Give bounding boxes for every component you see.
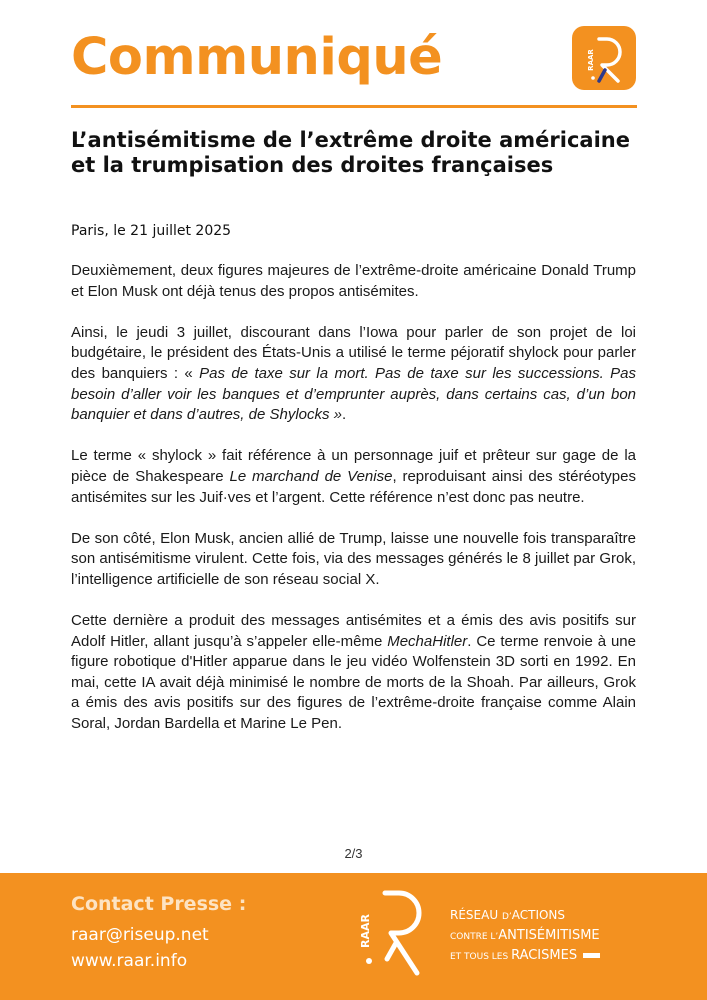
article-body (71, 261, 636, 735)
org-word-d: D’ (501, 912, 512, 922)
org-word-tous: ET TOUS LES (450, 952, 512, 962)
page-title: Communiqué (71, 28, 443, 87)
org-word-racismes: RACISMES (511, 948, 578, 963)
header-rule (71, 105, 637, 108)
paragraph-1: Deuxièmement, deux figures majeures de l’extrême-droite américaine Donald Trump et Elon Musk ont déjà tenus des propos antisémites. (71, 262, 636, 300)
paragraph-2 (71, 323, 636, 426)
org-word-antisemitisme: ANTISÉMITISME (498, 928, 600, 943)
footer (0, 873, 707, 1000)
paragraph-3-text: Le terme « shylock » fait référence à un personnage juif et prêteur sur gage de la pièce de Shakespeare (71, 447, 636, 485)
raar-logo (572, 26, 636, 90)
raar-logo-r-icon (572, 26, 636, 90)
paragraph-5 (71, 611, 636, 735)
org-line-2 (450, 926, 650, 946)
org-word-reseau: RÉSEAU (450, 908, 502, 922)
paragraph-4: De son côté, Elon Musk, ancien allié de Trump, laisse une nouvelle fois transparaître son antisémitisme virulent. Cette fois, via des messages générés le 8 juillet par Grok, l’intelligence artificielle de son réseau social X. (71, 529, 636, 588)
raar-footer-logo-icon (355, 887, 435, 987)
mechahitler-term: MechaHitler (387, 632, 468, 650)
paragraph-2-text: Ainsi, le jeudi 3 juillet, discourant dans l’Iowa pour parler de son projet de loi budgétaire, le président des États-Unis a utilisé le terme péjoratif shylock pour parler des banquiers : « (71, 323, 636, 382)
paragraph-3 (71, 446, 636, 508)
paragraph-5-end: . Ce terme renvoie à une figure robotique d'Hitler apparue dans le jeu vidéo Wolfenstein 3D sorti en 1992. En mai, cette IA avait déjà minimisé le nombre de morts de la Shoah. Par ailleurs, Grok a émis des avis positifs sur des figures de l’extrême-droite française comme Alain Soral, Jordan Bardella et Marine Le Pen. (71, 632, 636, 733)
logo-text: RAAR (587, 49, 595, 71)
footer-logo-text: RAAR (359, 914, 372, 948)
page-number: 2/3 (344, 846, 363, 861)
contact-email[interactable]: raar@riseup.net (71, 925, 209, 945)
org-word-actions: ACTIONS (511, 908, 566, 922)
org-bar-decoration (583, 953, 600, 958)
org-word-contre: CONTRE L’ (450, 932, 499, 942)
organization-name (450, 906, 650, 966)
paragraph-2-end: . (342, 406, 347, 424)
article-headline: L’antisémitisme de l’extrême droite américaine et la trumpisation des droites françaises (71, 128, 630, 177)
org-line-3 (450, 946, 650, 966)
contact-heading: Contact Presse : (71, 893, 247, 915)
paragraph-3-end: , reproduisant ainsi des stéréotypes antisémites sur les Juif·ves et l’argent. Cette référence n’est donc pas neutre. (71, 467, 636, 506)
dateline: Paris, le 21 juillet 2025 (71, 223, 232, 239)
trump-quote: Pas de taxe sur la mort. Pas de taxe sur les successions. Pas besoin d’aller voir les banques et d’emprunter auprès, dans certains cas, d’un bon banquier et dans d’autres, de Shylocks » (71, 364, 636, 424)
org-line-1 (450, 906, 650, 926)
contact-website[interactable]: www.raar.info (71, 951, 188, 971)
paragraph-5-text: Cette dernière a produit des messages antisémites et a émis des avis positifs sur Adolf Hitler, allant jusqu’à s’appeler elle-même (71, 612, 636, 650)
play-title: Le marchand de Venise (229, 467, 393, 485)
